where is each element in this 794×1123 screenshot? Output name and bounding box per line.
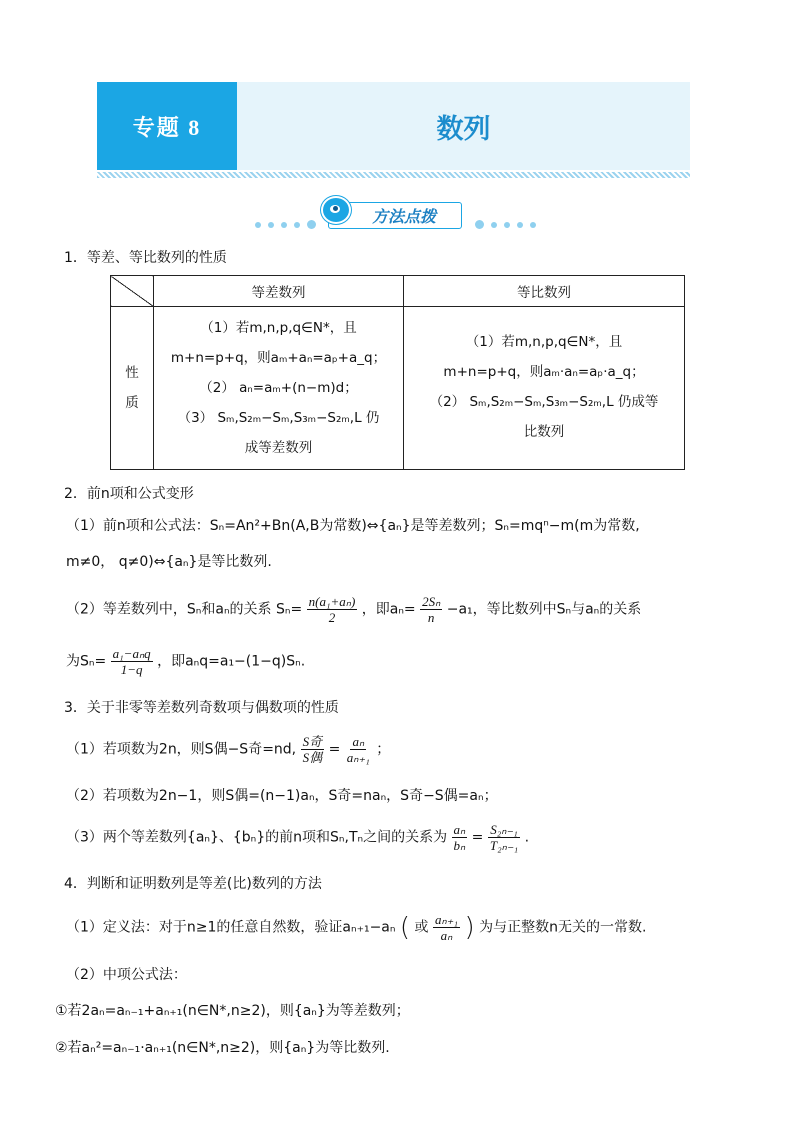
section-3-heading: 3．关于非零等差数列奇数项与偶数项的性质 xyxy=(64,700,339,716)
arith-line: m+n=p+q，则aₘ+aₙ=aₚ+a_q； xyxy=(170,350,387,366)
fraction: $\frac{\text{aₙ₊₁}}{\text{aₙ}}$ xyxy=(434,912,459,943)
sec2-line-3 xyxy=(66,594,641,625)
text-run: ； xyxy=(376,741,391,758)
row-label xyxy=(111,307,154,470)
fraction: $\frac{\text{n(a₁+aₙ)}}{2}$ xyxy=(308,594,356,625)
text-run: 为与正整数n无关的一常数. xyxy=(479,919,647,936)
sec4-line-1 xyxy=(66,912,646,943)
fraction: $\frac{\text{a₁−aₙq}}{1-q}$ xyxy=(112,646,151,677)
arith-properties-cell xyxy=(154,307,404,470)
left-dots xyxy=(255,220,316,229)
col-header-arith: 等差数列 xyxy=(154,276,404,307)
text-run: = xyxy=(328,741,341,758)
section-1-heading: 1．等差、等比数列的性质 xyxy=(64,250,227,266)
topic-banner xyxy=(97,82,690,170)
sec3-line-2: （2）若项数为2n−1，则S偶=(n−1)aₙ，S奇=naₙ，S奇−S偶=aₙ； xyxy=(66,788,498,804)
sec3-line-3 xyxy=(66,822,529,853)
text-run: ，即aₙq=a₁−(1−q)Sₙ. xyxy=(157,653,306,670)
method-badge-label: 方法点拨 xyxy=(371,207,436,226)
row-label-char-1: 性 xyxy=(125,365,139,381)
geom-line: m+n=p+q，则aₘ·aₙ=aₚ·a_q； xyxy=(443,364,645,380)
geom-line: （2） Sₘ,S₂ₘ−Sₘ,S₃ₘ−S₂ₘ,L 仍成等 xyxy=(429,394,659,410)
method-badge-row xyxy=(255,196,535,236)
sec3-line-1 xyxy=(66,734,390,765)
arith-line: （2） aₙ=aₘ+(n−m)d； xyxy=(199,380,358,396)
arith-line: （3） Sₘ,S₂ₘ−Sₘ,S₃ₘ−S₂ₘ,L 仍 xyxy=(177,410,380,426)
text-run: （3）两个等差数列{aₙ}、{bₙ}的前n项和Sₙ,Tₙ之间的关系为 xyxy=(66,829,448,846)
col-header-geom: 等比数列 xyxy=(404,276,685,307)
text-run: . xyxy=(524,829,530,846)
arith-line: （1）若m,n,p,q∈N*，且 xyxy=(200,320,357,336)
fraction: $\frac{\text{S奇}}{\text{S偶}}$ xyxy=(302,734,323,765)
arith-line: 成等差数列 xyxy=(244,440,313,456)
text-run: ，即aₙ= xyxy=(361,601,416,618)
banner-stripe xyxy=(97,172,690,178)
eye-icon xyxy=(321,196,351,224)
row-label-char-2: 质 xyxy=(125,395,139,411)
text-run: （2）等差数列中，Sₙ和aₙ的关系 Sₙ= xyxy=(66,601,303,618)
geom-line: （1）若m,n,p,q∈N*，且 xyxy=(465,334,623,350)
fraction: $\frac{\text{aₙ}}{\text{aₙ₊₁}}$ xyxy=(346,734,370,765)
topic-label: 专题 8 xyxy=(97,82,237,170)
paren: ( xyxy=(399,912,411,943)
sec4-line-4: ②若aₙ²=aₙ₋₁·aₙ₊₁(n∈N*,n≥2)，则{aₙ}为等比数列. xyxy=(55,1040,390,1056)
paren: ) xyxy=(464,912,475,943)
text-run: 或 xyxy=(414,919,429,936)
text-run: −a₁，等比数列中Sₙ与aₙ的关系 xyxy=(446,601,642,618)
geom-properties-cell xyxy=(404,307,685,470)
sec4-line-3: ①若2aₙ=aₙ₋₁+aₙ₊₁(n∈N*,n≥2)，则{aₙ}为等差数列； xyxy=(55,1003,410,1019)
geom-line: 比数列 xyxy=(523,424,565,440)
page-title: 数列 xyxy=(436,113,491,145)
section-2-heading: 2．前n项和公式变形 xyxy=(64,486,194,502)
sec2-line-4 xyxy=(66,646,305,677)
sec2-line-2: m≠0， q≠0)⇔{aₙ}是等比数列. xyxy=(66,554,272,570)
text-run: （1）若项数为2n，则S偶−S奇=nd, xyxy=(66,741,297,758)
text-run: （1）定义法：对于n≥1的任意自然数，验证aₙ₊₁−aₙ xyxy=(66,919,396,936)
fraction: $\frac{\text{aₙ}}{\text{bₙ}}$ xyxy=(453,822,466,853)
properties-table xyxy=(110,275,685,470)
sec4-line-2: （2）中项公式法： xyxy=(66,967,187,983)
text-run: 为Sₙ= xyxy=(66,653,107,670)
right-dots xyxy=(475,220,536,229)
table-corner xyxy=(111,276,154,307)
section-4-heading: 4．判断和证明数列是等差(比)数列的方法 xyxy=(64,876,322,892)
fraction: $\frac{\text{2Sₙ}}{n}$ xyxy=(422,594,441,625)
fraction: $\frac{\text{S₂ₙ₋₁}}{\text{T₂ₙ₋₁}}$ xyxy=(489,822,519,853)
text-run: = xyxy=(471,829,484,846)
sec2-line-1: （1）前n项和公式法：Sₙ=An²+Bn(A,B为常数)⇔{aₙ}是等差数列；Sₙ=mqⁿ−m(m为常数, xyxy=(66,518,640,534)
